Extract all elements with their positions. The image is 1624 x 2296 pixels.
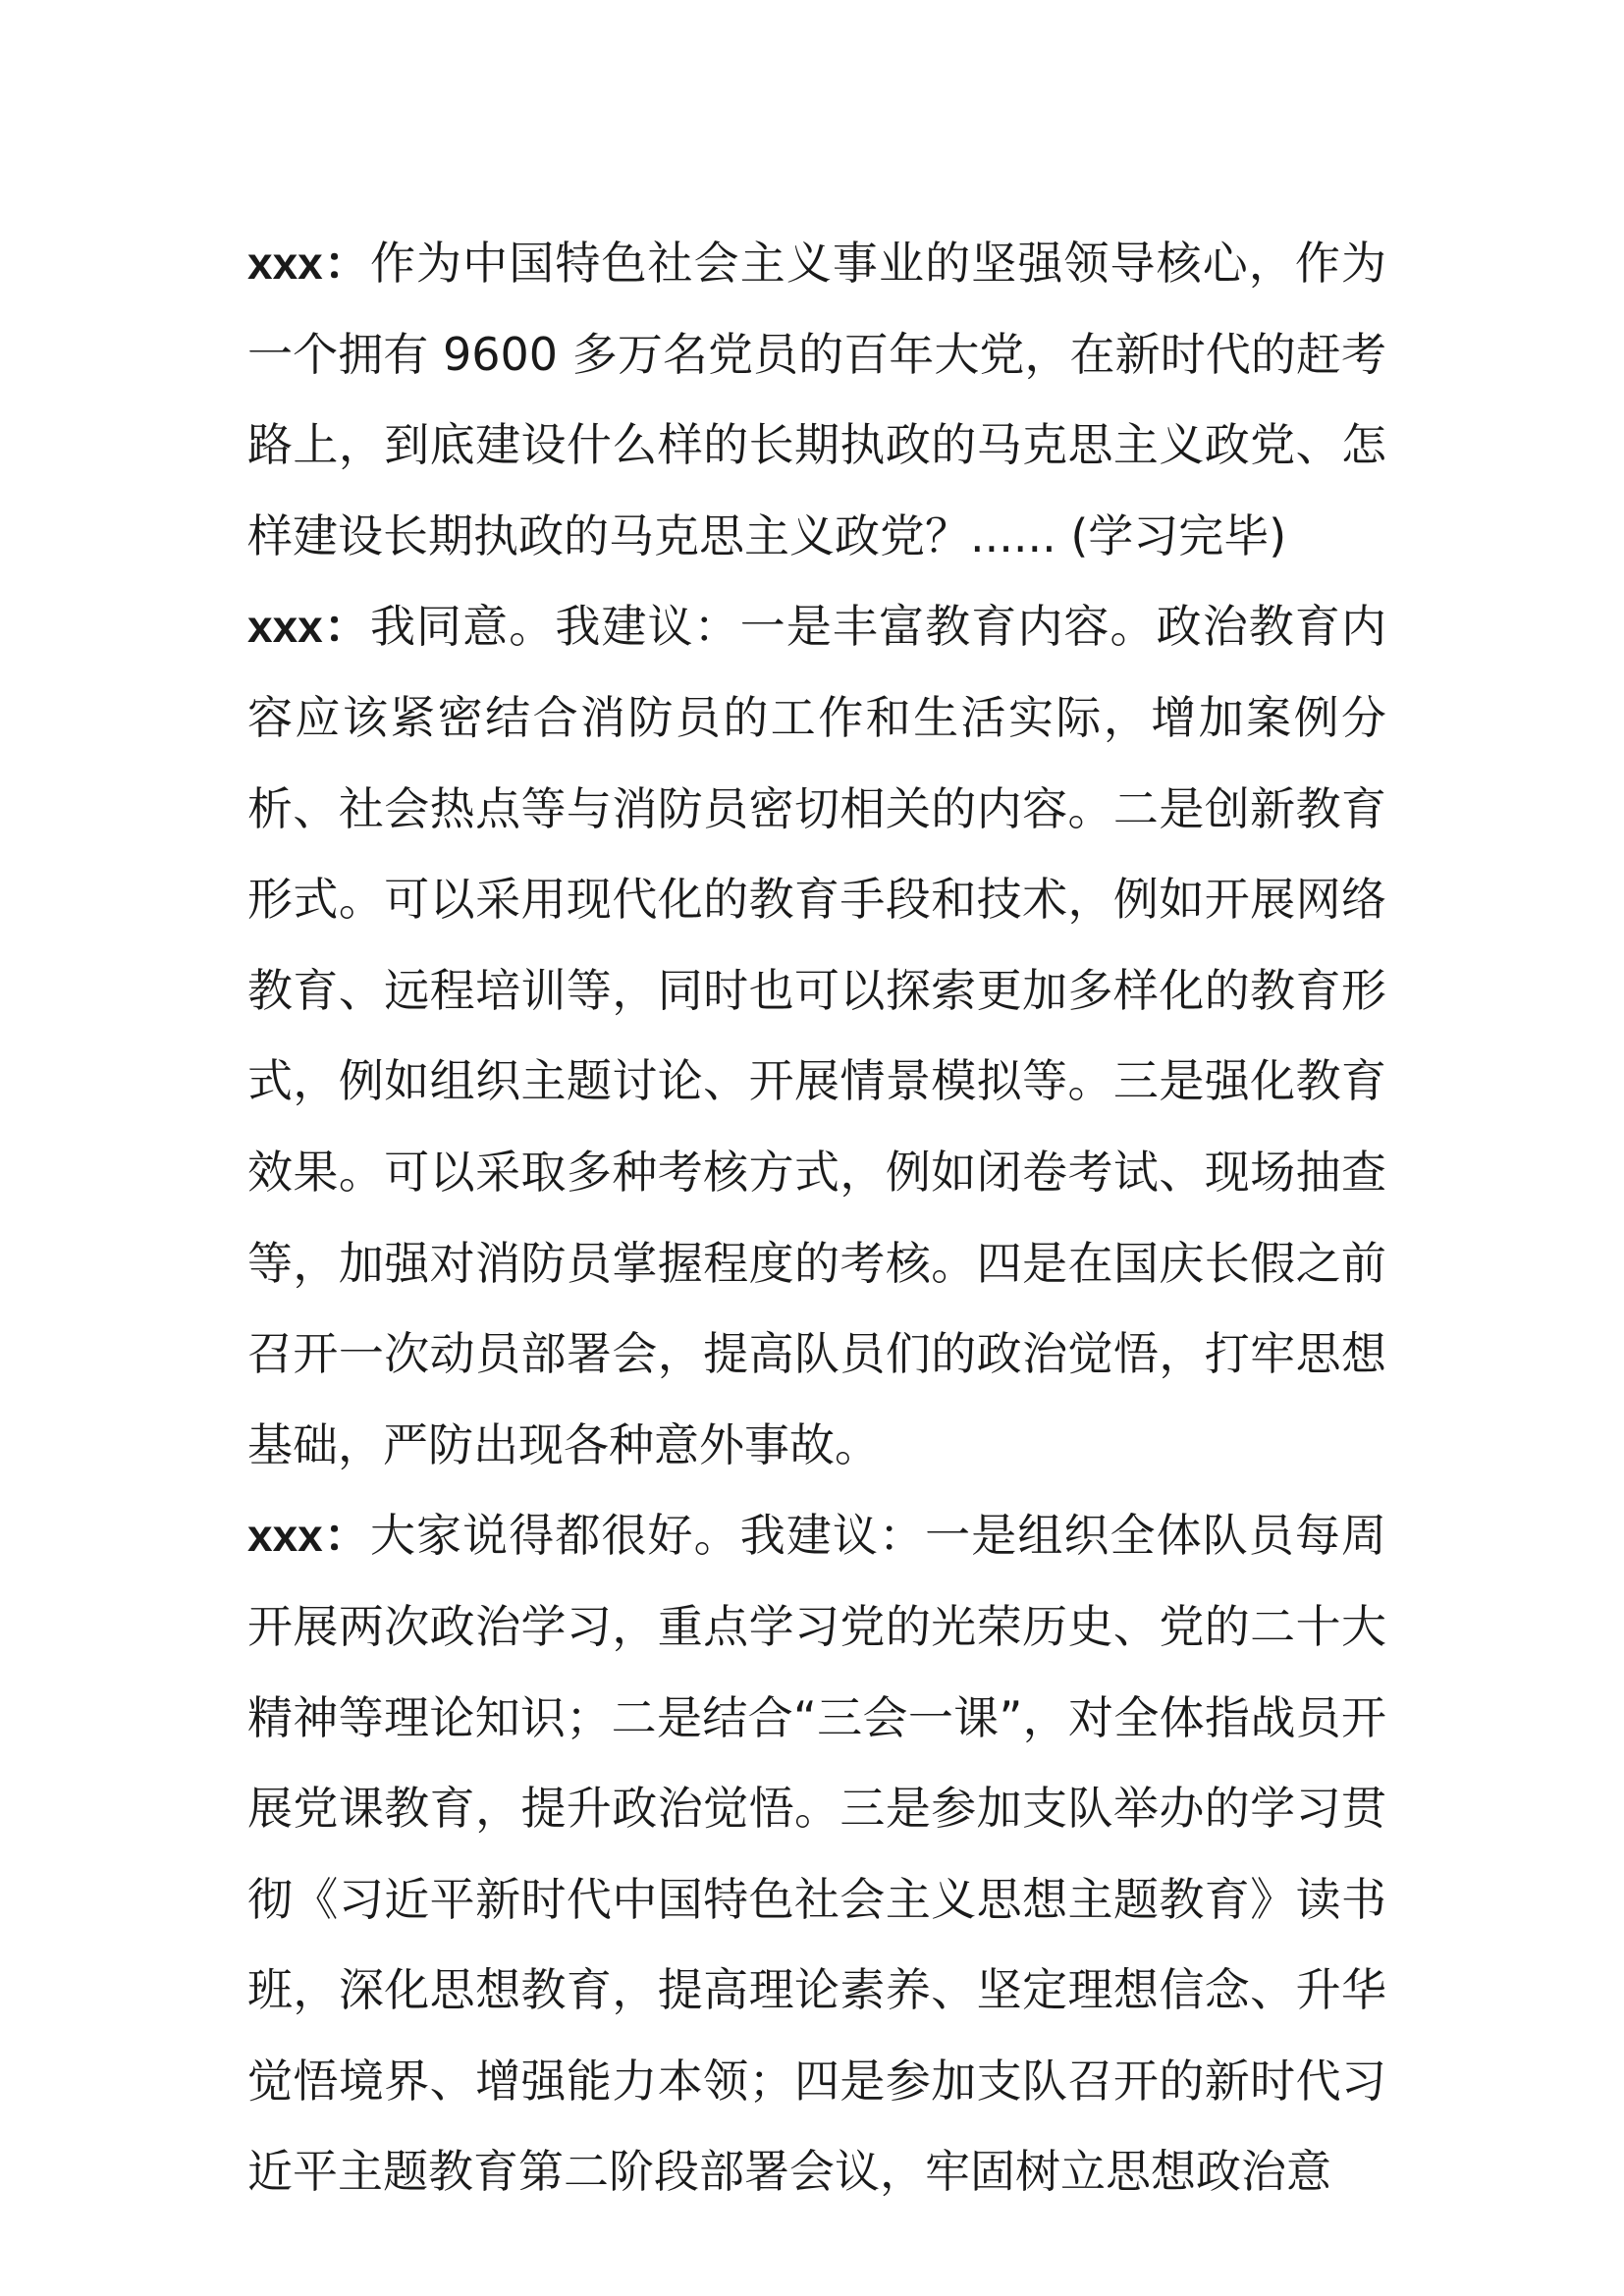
speaker-separator: ： [322,601,370,653]
speaker-label: xxx [247,1510,323,1562]
speech-text: 我同意。我建议：一是丰富教育内容。政治教育内容应该紧密结合消防员的工作和生活实际，增加案例分析、社会热点等与消防员密切相关的内容。二是创新教育形式。可以采用现代化的教育手段和技术，例如开展网络教育、远程培训等，同时也可以探索更加多样化的教育形式，例如组织主题讨论、开展情景模拟等。三是强化教育效果。可以采取多种考核方式，例如闭卷考试、现场抽查等，加强对消防员掌握程度的考核。四是在国庆长假之前召开一次动员部署会，提高队员们的政治觉悟，打牢思想基础，严防出现各种意外事故。 [247,600,1387,1471]
speaker-label: xxx [247,238,323,289]
speech-text: 作为中国特色社会主义事业的坚强领导核心，作为一个拥有 9600 多万名党员的百年大党，在新时代的赶考路上，到底建设什么样的长期执政的马克思主义政党、怎样建设长期执政的马克思主义政党？...... (学习完毕) [247,237,1387,562]
speaker-label: xxx [247,601,323,653]
speech-paragraph-1 [247,218,1386,581]
speech-paragraph-2 [247,581,1386,1490]
speech-paragraph-3 [247,1490,1386,2217]
document-body [247,218,1386,2217]
speaker-separator: ： [322,238,370,289]
speech-text: 大家说得都很好。我建议：一是组织全体队员每周开展两次政治学习，重点学习党的光荣历史、党的二十大精神等理论知识；二是结合“三会一课”，对全体指战员开展党课教育，提升政治觉悟。三是参加支队举办的学习贯彻《习近平新时代中国特色社会主义思想主题教育》读书班，深化思想教育，提高理论素养、坚定理想信念、升华觉悟境界、增强能力本领；四是参加支队召开的新时代习近平主题教育第二阶段部署会议，牢固树立思想政治意 [247,1509,1387,2199]
speaker-separator: ： [322,1510,370,1562]
